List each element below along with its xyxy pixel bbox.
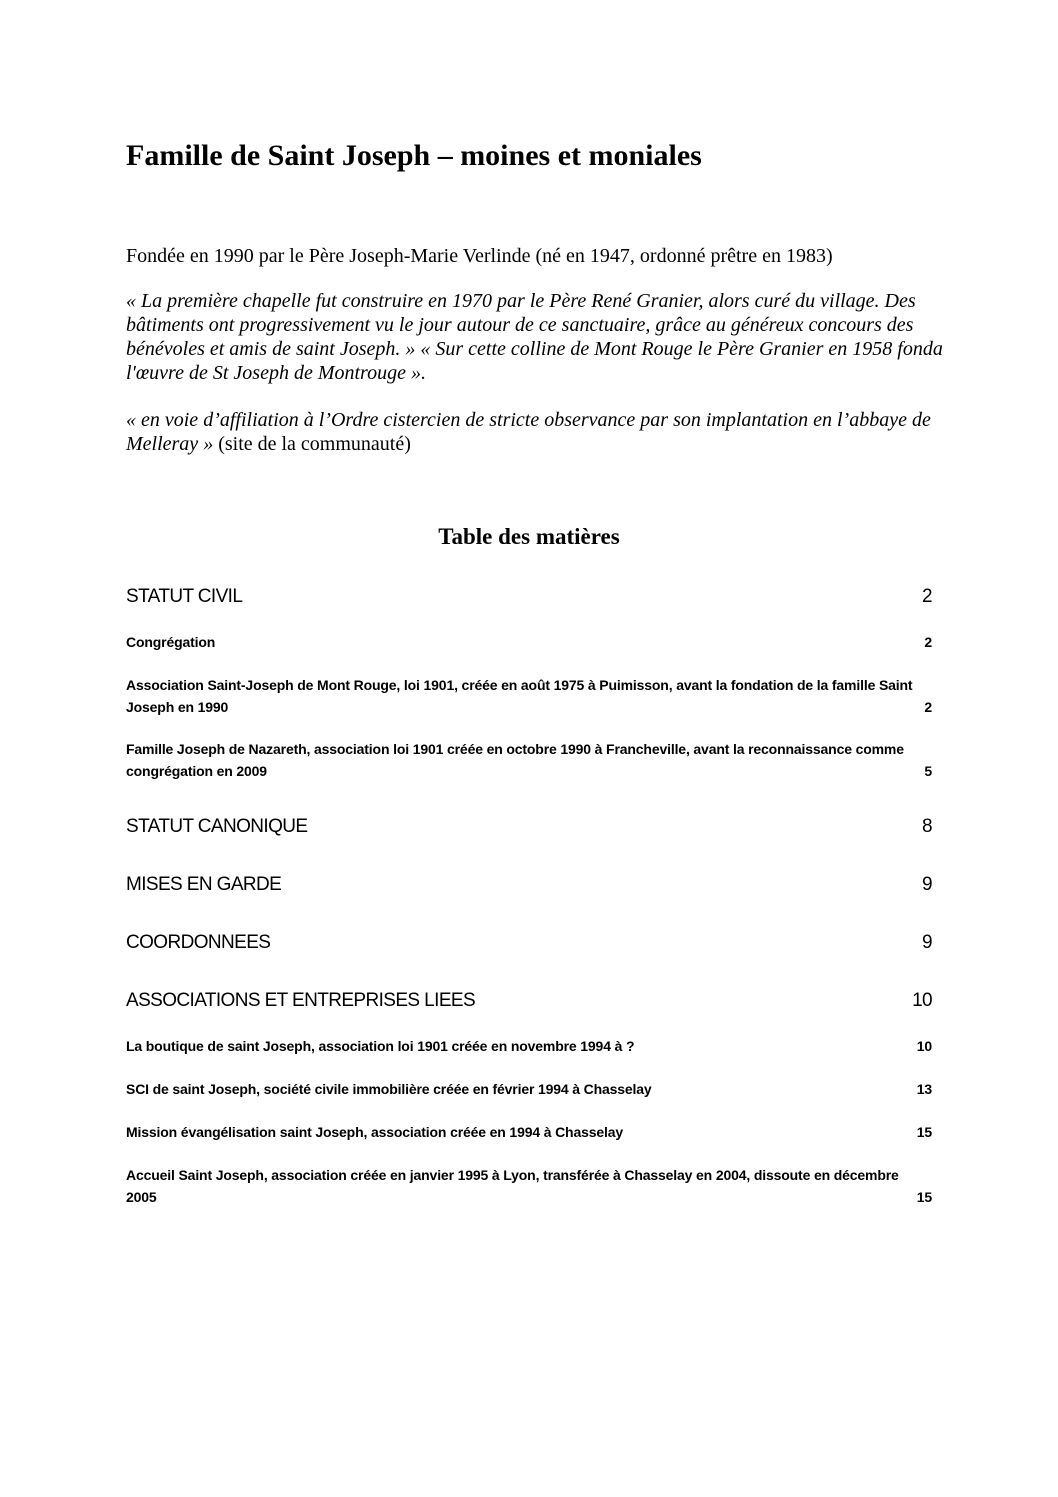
affiliation-quote-source: (site de la communauté) [213,433,411,455]
toc-entry-page: 15 [916,1124,932,1140]
toc-entry-page: 2 [924,699,932,715]
toc-entry-page: 10 [912,990,932,1011]
toc-entry-statut-canonique[interactable] [126,815,932,839]
history-quote: « La première chapelle fut construire en 1970 par le Père René Granier, alors curé du village. Des bâtiments ont progressivement vu le jour autour de ce sanctuaire, grâce au généreux concours des bénévoles et amis de saint Joseph. » « Sur cette colline de Mont Rouge le Père Granier en 1958 fonda l'œuvre de St Joseph de Montrouge ». [126,290,943,384]
toc-entry-sci[interactable] [126,1078,932,1100]
toc-entry-page: 10 [916,1038,932,1054]
toc-entry-label: ASSOCIATIONS ET ENTREPRISES LIEES [126,990,476,1011]
toc-entry-label: STATUT CIVIL [126,586,243,607]
document-title: Famille de Saint Joseph – moines et moniales [126,139,702,172]
toc-entry-page: 9 [922,932,932,953]
affiliation-quote-text: « en voie d’affiliation à l’Ordre cistercien de stricte observance par son implantation en l’abbaye de Melleray » [126,409,931,455]
toc-entry-mises-en-garde[interactable] [126,873,932,897]
toc-entry-label: SCI de saint Joseph, société civile immobilière créée en février 1994 à Chasselay [126,1081,652,1097]
toc-entry-famille-joseph-nazareth[interactable] [126,738,932,782]
toc-entry-page: 5 [924,763,932,779]
toc-entry-page: 8 [922,816,932,837]
toc-entry-label: Accueil Saint Joseph, association créée en janvier 1995 à Lyon, transférée à Chasselay en 2004, dissoute en décembre 2005 [126,1167,899,1205]
toc-entry-statut-civil[interactable] [126,585,932,609]
toc-entry-coordonnees[interactable] [126,931,932,955]
toc-entry-label: Mission évangélisation saint Joseph, association créée en 1994 à Chasselay [126,1124,624,1140]
toc-entry-label: STATUT CANONIQUE [126,816,308,837]
toc-entry-mission-evangelisation[interactable] [126,1121,932,1143]
toc-entry-accueil[interactable] [126,1164,932,1208]
toc-entry-page: 15 [916,1189,932,1205]
toc-heading: Table des matières [438,524,620,549]
toc-entry-label: Famille Joseph de Nazareth, association loi 1901 créée en octobre 1990 à Francheville, avant la reconnaissance comme congrégation en 2009 [126,741,904,779]
toc-entry-congregation[interactable] [126,631,932,653]
toc-entry-boutique[interactable] [126,1035,932,1057]
founding-statement: Fondée en 1990 par le Père Joseph-Marie Verlinde (né en 1947, ordonné prêtre en 1983) [126,245,833,267]
toc-entry-label: MISES EN GARDE [126,874,282,895]
toc-entry-associations-entreprises[interactable] [126,989,932,1013]
toc-entry-page: 2 [922,586,932,607]
toc-entry-page: 13 [916,1081,932,1097]
toc-entry-label: COORDONNEES [126,932,271,953]
affiliation-quote [126,408,946,456]
toc-entry-label: Congrégation [126,634,216,650]
toc-entry-association-mont-rouge[interactable] [126,674,932,718]
toc-entry-label: La boutique de saint Joseph, association loi 1901 créée en novembre 1994 à ? [126,1038,635,1054]
toc-entry-label: Association Saint-Joseph de Mont Rouge, loi 1901, créée en août 1975 à Puimisson, avant la fondation de la famille Saint Joseph en 1990 [126,677,913,715]
toc-entry-page: 2 [924,634,932,650]
toc-entry-page: 9 [922,874,932,895]
